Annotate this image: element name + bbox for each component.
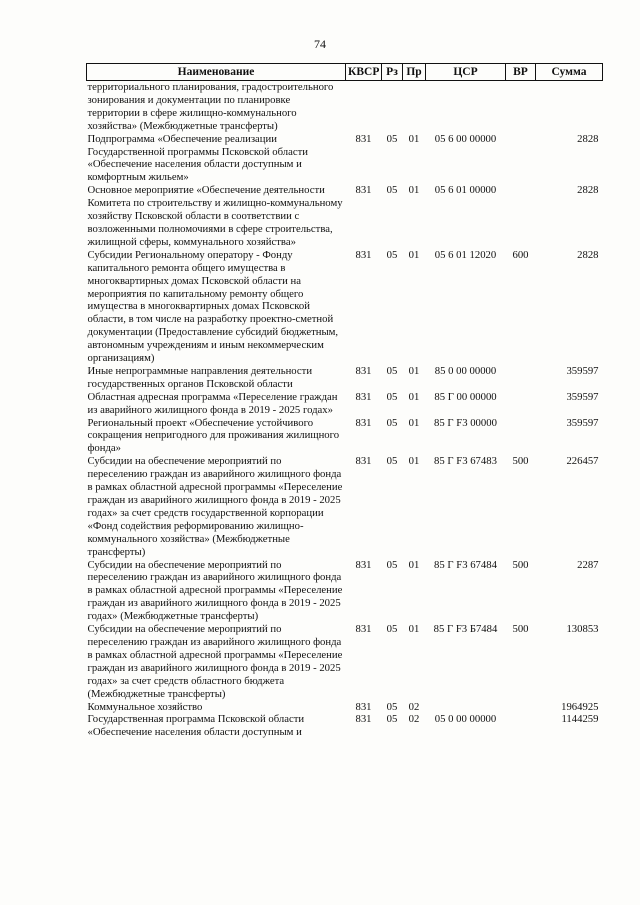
table-row [87, 559, 603, 624]
row-sum: 130853 [566, 623, 599, 636]
row-pr: 01 [408, 390, 420, 403]
row-vr [506, 81, 536, 133]
table-row [87, 133, 603, 185]
row-kvsr: 831 [355, 184, 372, 197]
row-csr: 85 Г F3 67483 [434, 455, 497, 468]
row-name: Региональный проект «Обеспечение устойчивого сокращения непригодного для проживания жилищного фонда» [87, 416, 340, 455]
row-sum: 2828 [577, 248, 599, 261]
row-pr: 01 [408, 248, 420, 261]
row-sum: 1964925 [561, 700, 599, 713]
row-sum: 1144259 [561, 713, 599, 726]
row-kvsr: 831 [355, 455, 372, 468]
row-sum: 2287 [577, 558, 599, 571]
row-name: Государственная программа Псковской области «Обеспечение населения области доступным и [87, 713, 305, 739]
row-csr: 05 0 00 00000 [434, 713, 497, 726]
row-pr: 01 [408, 184, 420, 197]
row-vr [506, 365, 536, 391]
header-vr: ВР [506, 64, 536, 81]
table-row [87, 249, 603, 365]
row-vr: 600 [512, 248, 529, 261]
row-sum: 359597 [566, 390, 599, 403]
row-pr: 01 [408, 623, 420, 636]
header-name: Наименование [87, 64, 346, 81]
row-csr: 85 0 00 00000 [434, 364, 497, 377]
row-rz: 05 [386, 713, 398, 726]
row-name: Субсидии на обеспечение мероприятий по переселению граждан из аварийного жилищного фонда в рамках областной адресной программы «Переселение граждан из аварийного жилищного фонда в 2019 - 2025 годах» за счет средств государственной корпорации «Фонд содействия реформированию жилищно-коммунального хозяйства» (Межбюджетные трансферты) [87, 455, 343, 558]
row-rz: 05 [386, 132, 398, 145]
row-rz: 05 [386, 390, 398, 403]
table-row [87, 81, 603, 133]
row-pr: 01 [408, 455, 420, 468]
budget-table [86, 63, 603, 739]
row-kvsr: 831 [355, 700, 372, 713]
header-kvsr: КВСР [346, 64, 382, 81]
row-csr: 85 Г F3 Б7484 [433, 623, 498, 636]
row-kvsr: 831 [355, 364, 372, 377]
row-vr: 500 [512, 623, 529, 636]
row-name: Иные непрограммные направления деятельности государственных органов Псковской области [87, 364, 313, 390]
row-name: Коммунальное хозяйство [87, 700, 203, 713]
row-kvsr: 831 [355, 248, 372, 261]
row-csr: 05 6 00 00000 [434, 132, 497, 145]
row-name: Субсидии на обеспечение мероприятий по переселению граждан из аварийного жилищного фонда в рамках областной адресной программы «Переселение граждан из аварийного жилищного фонда в 2019 - 2025 годах» (Межбюджетные трансферты) [87, 558, 343, 623]
row-kvsr: 831 [355, 623, 372, 636]
row-rz: 05 [386, 700, 398, 713]
row-pr: 01 [408, 558, 420, 571]
row-pr: 02 [408, 713, 420, 726]
row-csr: 85 Г 00 00000 [434, 390, 497, 403]
table-row [87, 713, 603, 739]
row-vr [506, 184, 536, 249]
row-csr: 05 6 01 12020 [434, 248, 497, 261]
row-name: территориального планирования, градостроительного зонирования и документации по планировке территории в сфере жилищно-коммунального хозяйства» (Межбюджетные трансферты) [87, 81, 334, 132]
table-row [87, 455, 603, 558]
page-number: 74 [314, 37, 326, 51]
row-csr: 85 Г F3 67484 [434, 558, 497, 571]
row-kvsr: 831 [355, 713, 372, 726]
row-vr [506, 133, 536, 185]
table-row [87, 623, 603, 700]
header-pr: Пр [403, 64, 426, 81]
row-kvsr [346, 81, 382, 133]
row-rz: 05 [386, 623, 398, 636]
row-vr: 500 [512, 455, 529, 468]
header-sum: Сумма [536, 64, 603, 81]
row-vr: 500 [512, 558, 529, 571]
row-rz: 05 [386, 184, 398, 197]
row-csr [426, 81, 506, 133]
row-kvsr: 831 [355, 390, 372, 403]
row-pr: 01 [408, 416, 420, 429]
row-sum: 226457 [566, 455, 599, 468]
row-csr: 85 Г F3 00000 [434, 416, 497, 429]
table-row [87, 391, 603, 417]
row-name: Областная адресная программа «Переселение граждан из аварийного жилищного фонда в 2019 - 2025 годах» [87, 390, 338, 416]
row-sum: 2828 [577, 184, 599, 197]
header-rz: Рз [382, 64, 403, 81]
row-sum: 359597 [566, 364, 599, 377]
table-row [87, 701, 603, 714]
row-rz: 05 [386, 364, 398, 377]
row-rz [382, 81, 403, 133]
row-csr [426, 701, 506, 714]
row-kvsr: 831 [355, 416, 372, 429]
row-rz: 05 [386, 558, 398, 571]
row-sum [536, 81, 603, 133]
row-name: Субсидии Региональному оператору - Фонду капитального ремонта общего имущества в многоквартирных домах Псковской области на мероприятия по капитальному ремонту общего имущества в многоквартирных домах Псковской области, в том числе на разработку проектно-сметной документации (Предоставление субсидий бюджетным, автономным учреждениям и иным некоммерческим организациям) [87, 248, 339, 365]
row-vr [506, 701, 536, 714]
row-vr [506, 391, 536, 417]
row-kvsr: 831 [355, 132, 372, 145]
table-row [87, 184, 603, 249]
row-name: Подпрограмма «Обеспечение реализации Государственной программы Псковской области «Обеспечение населения области доступным и комфортным жильем» [87, 132, 309, 184]
table-row [87, 365, 603, 391]
row-kvsr: 831 [355, 558, 372, 571]
row-pr: 01 [408, 132, 420, 145]
row-sum: 2828 [577, 132, 599, 145]
row-csr: 05 6 01 00000 [434, 184, 497, 197]
row-vr [506, 713, 536, 739]
table-row [87, 417, 603, 456]
row-rz: 05 [386, 416, 398, 429]
row-name: Основное мероприятие «Обеспечение деятельности Комитета по строительству и жилищно-коммунальному хозяйству Псковской области в соответствии с возложенными полномочиями в сфере строительства, жилищной сферы, коммунального хозяйства» [87, 184, 343, 248]
row-pr [403, 81, 426, 133]
row-pr: 02 [408, 700, 420, 713]
row-name: Субсидии на обеспечение мероприятий по переселению граждан из аварийного жилищного фонда в рамках областной адресной программы «Переселение граждан из аварийного жилищного фонда в 2019 - 2025 годах» за счет средств областного бюджета (Межбюджетные трансферты) [87, 623, 343, 700]
row-vr [506, 417, 536, 456]
row-sum: 359597 [566, 416, 599, 429]
header-csr: ЦСР [426, 64, 506, 81]
row-rz: 05 [386, 248, 398, 261]
row-pr: 01 [408, 364, 420, 377]
row-rz: 05 [386, 455, 398, 468]
table-header-row [87, 64, 603, 81]
